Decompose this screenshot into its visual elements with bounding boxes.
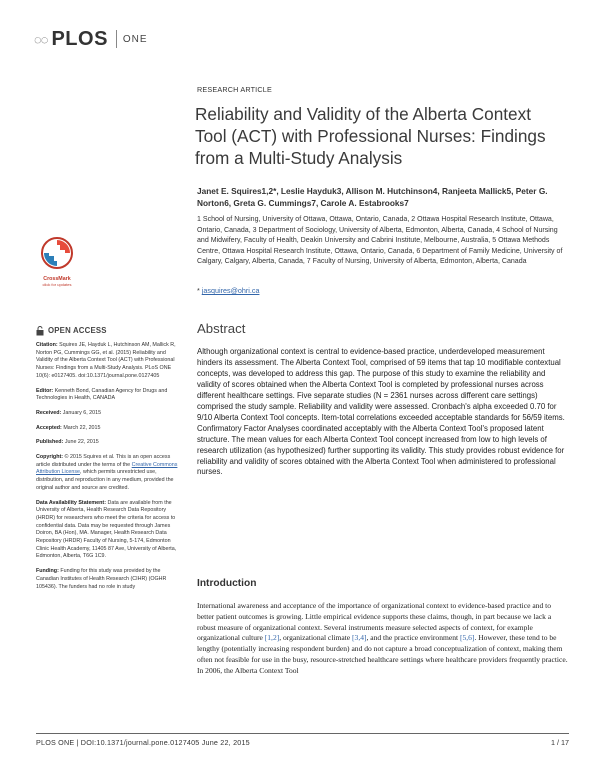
correspondence-email-link[interactable]: jasquires@ohri.ca (201, 286, 260, 295)
copyright-text-1: © 2015 Squires et al. This is an open access article distributed under the terms of the (36, 454, 171, 468)
intro-text-1: International awareness and acceptance of the importance of organizational context to evidence-based practice and to better patient outcomes is growing. Little empirical evidence supports these claims, though, in part because we lack a robust measure of organizational context. Several instruments measure selected aspects of context, for example organizational culture (197, 601, 552, 643)
footer-divider (36, 733, 569, 734)
article-sidebar (36, 326, 182, 598)
open-access-text: OPEN ACCESS (48, 326, 107, 336)
crossmark-sublabel: click for updates (42, 282, 72, 287)
accepted-block (36, 425, 182, 433)
crossmark-icon (40, 236, 74, 270)
editor-text: Kenneth Bond, Canadian Agency for Drugs and Technologies in Health, CANADA (36, 387, 168, 402)
editor-block (36, 388, 182, 403)
intro-text-3: , and the practice environment (366, 633, 460, 643)
published-label: Published: (36, 439, 64, 446)
reference-link[interactable]: [3,4] (352, 633, 367, 643)
data-availability-label: Data Availability Statement: (36, 499, 106, 506)
copyright-label: Copyright: (36, 454, 64, 461)
copyright-text-2: , which permits unrestricted use, distribution, and reproduction in any medium, provided the original author and source are credited. (36, 469, 174, 491)
received-label: Received: (36, 409, 62, 416)
crossmark-badge[interactable] (40, 236, 74, 287)
article-type: RESEARCH ARTICLE (197, 85, 272, 94)
published-date: June 22, 2015 (64, 439, 99, 446)
data-availability-block (36, 500, 182, 562)
article-title: Reliability and Validity of the Alberta Context Tool (ACT) with Professional Nurses: Findings from a Multi-Study Analysis (195, 104, 546, 168)
intro-text-2: , organizational climate (279, 633, 353, 643)
open-lock-icon (36, 326, 44, 336)
correspondence (197, 286, 259, 295)
intro-text-4: . However, these tend to be lengthy (potentially increasing respondent burden) and do not capture a broad conceptualization of context, making them often not feasible for use in the busy, resource-stretched healthcare settings where healthcare providers frequently practice. In 2006, the Alberta Context Tool (197, 633, 568, 675)
funding-text: Funding for this study was provided by the Canadian Institutes of Health Research (CIHR) (OGHR 105436). The funders had no role in study (36, 568, 167, 590)
introduction-body (197, 601, 569, 676)
reference-link[interactable]: [5,6] (459, 633, 475, 643)
abstract-heading: Abstract (197, 321, 246, 336)
published-block (36, 439, 182, 447)
citation-label: Citation: (36, 342, 58, 348)
copyright-block (36, 454, 182, 493)
reference-link[interactable]: [1,2] (264, 633, 280, 643)
funding-label: Funding: (36, 568, 59, 575)
affiliations: 1 School of Nursing, University of Ottawa, Ottawa, Ontario, Canada, 2 Ottawa Hospital Research Institute, Ottawa, Ontario, Canada, 3 Department of Sociology, University of Alberta, Edmonton, Alberta, Canada, 4 School of Nursing and Midwifery, Faculty of Health, Deakin University and Cabrini Institute, Melbourne, Australia, 5 Ottawa Methods Centre, Ottawa Hospital Research Institute, Ottawa, Ontario, Canada, 6 Department of Family Medicine, University of Calgary, Calgary, Alberta, Canada, 7 Faculty of Nursing, University of Alberta, Edmonton, Alberta, Canada (197, 216, 563, 266)
received-block (36, 410, 182, 418)
logo-text: PLOS (51, 27, 108, 50)
introduction-heading: Introduction (197, 578, 257, 589)
accepted-label: Accepted: (36, 424, 62, 431)
license-link[interactable]: Creative Commons Attribution License (36, 461, 178, 476)
data-availability-text: Data are available from the University of Alberta, Health Research Data Repository (HRDR) for researchers who meet the criteria for access to confidential data. Data may be requested through James Doiron, BA (Hon), MA. Manager, Health Research Data Repository (HRDR) Faculty of Nursing, 5-174, Edmonton Clinic Health Academy, 11405 87 Ave, University of Alberta, Edmonton, Alberta, T6G 1C9. (36, 499, 177, 560)
editor-label: Editor: (36, 387, 54, 394)
received-date: January 6, 2015 (62, 409, 102, 416)
abstract-body: Although organizational context is central to evidence-based practice, underdeveloped measurement hinders its assessment. The Alberta Context Tool, comprised of 59 items that tap 10 modifiable contextual concepts, was developed to address this gap. The purpose of this study to examine the reliability and validity of scores obtained when the Alberta Context Tool is completed by professional nurses across different healthcare settings. Five separate studies (N = 2361 nurses across different care settings) comprised the study sample. Reliability and validity were assessed. Cronbach's alpha exceeded 0.70 for 9/10 Alberta Context Tool concepts. Item-total correlations exceeded acceptable standards for 56/59 items. Confirmatory Factor Analyses coordinated acceptably with the Alberta Context Tool's proposed latent structure. The mean values for each Alberta Context Tool concept increased from low to high levels of research utilization (as hypothesized) further supporting its validity. This study provides robust evidence for reliability and validity of scores obtained with the Alberta Context Tool when administered to professional nurses. (197, 347, 565, 477)
footer-citation: PLOS ONE | DOI:10.1371/journal.pone.0127405 June 22, 2015 (36, 738, 250, 747)
citation-block (36, 342, 182, 381)
author-list: Janet E. Squires1,2*, Leslie Hayduk3, Allison M. Hutchinson4, Ranjeeta Mallick5, Peter G. Norton6, Greta G. Cummings7, Carole A. Estabrooks7 (197, 186, 548, 208)
citation-text: Squires JE, Hayduk L, Hutchinson AM, Mallick R, Norton PG, Cummings GG, et al. (2015) Reliability and Validity of the Alberta Context Tool (ACT) with Professional Nurses: Findings from a Multi-Study Analysis. PLoS ONE 10(6): e0127405. doi:10.1371/journal.pone.0127405 (36, 342, 176, 379)
logo-divider (116, 30, 117, 48)
accepted-date: March 22, 2015 (63, 424, 101, 431)
logo-dots-icon: ◌◌ (34, 31, 48, 47)
correspondence-marker: * (197, 286, 200, 295)
page-number: 1 / 17 (551, 738, 569, 747)
crossmark-label: CrossMark (43, 276, 71, 282)
logo-subtext: ONE (122, 33, 148, 45)
journal-logo (34, 26, 148, 52)
funding-block (36, 568, 182, 591)
open-access-label (36, 326, 182, 336)
